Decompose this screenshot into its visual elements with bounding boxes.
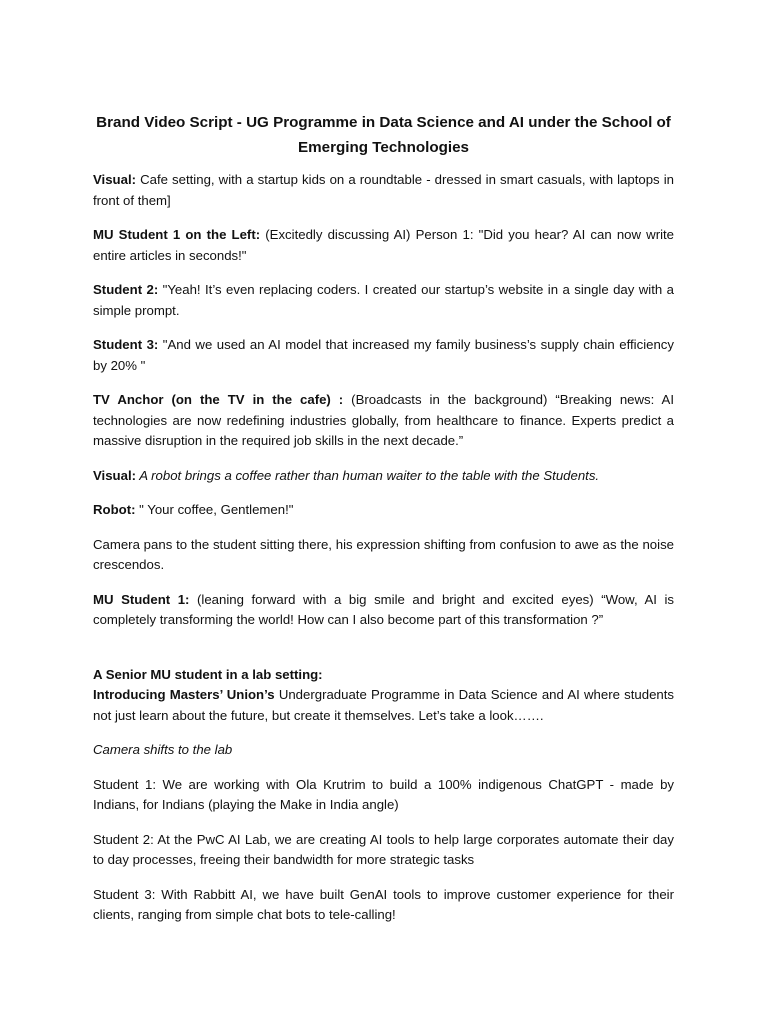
senior-heading-text: A Senior MU student in a lab setting:	[93, 666, 323, 682]
script-paragraph	[93, 225, 674, 266]
lab-student-paragraph: Student 2: At the PwC AI Lab, we are creating AI tools to help large corporates automate their day to day processes, freeing their bandwidth for more strategic tasks	[93, 831, 674, 867]
paragraph-text: (Excitedly discussing AI) Person 1: "Did you hear? AI can now write entire articles in seconds!"	[93, 227, 675, 263]
paragraph-text: " Your coffee, Gentlemen!"	[135, 502, 294, 517]
speaker-label: Student 3:	[93, 337, 159, 352]
speaker-label: Student 2:	[93, 282, 159, 297]
script-paragraph	[93, 280, 674, 321]
speaker-label: MU Student 1:	[93, 591, 190, 607]
document-page	[93, 110, 674, 940]
document-title: Brand Video Script - UG Programme in Data Science and AI under the School of Emerging Technologies	[96, 114, 671, 156]
paragraph-text: Cafe setting, with a startup kids on a roundtable - dressed in smart casuals, with laptops in front of them]	[93, 172, 674, 208]
paragraph-text: "Yeah! It’s even replacing coders. I created our startup’s website in a single day with a simple prompt.	[93, 282, 674, 318]
paragraph-italic-text: A robot brings a coffee rather than human waiter to the table with the Students.	[136, 467, 600, 483]
paragraph-text: "And we used an AI model that increased my family business’s supply chain efficiency by 20% "	[93, 337, 674, 373]
senior-heading	[93, 665, 674, 686]
intro-paragraph	[93, 685, 674, 726]
speaker-label: Visual:	[93, 467, 137, 483]
script-paragraph	[93, 466, 674, 487]
script-paragraph	[93, 535, 674, 576]
paragraph-text: (Broadcasts in the background) “Breaking news: AI technologies are now redefining industries globally, from healthcare to finance. Experts predict a massive disruption in the required job skills in the next decade.”	[93, 392, 674, 448]
script-paragraph	[93, 500, 674, 521]
script-paragraph	[93, 170, 674, 211]
camera-shift-note	[93, 740, 674, 761]
speaker-label: Robot:	[93, 502, 136, 517]
intro-text: Undergraduate Programme in Data Science and AI where students not just learn about the future, but create it themselves. Let’s take a look…….	[93, 687, 674, 723]
speaker-label: MU Student 1 on the Left:	[93, 227, 261, 242]
spacer	[93, 645, 674, 665]
script-paragraph	[93, 390, 674, 452]
lab-student-paragraph: Student 3: With Rabbitt AI, we have built GenAI tools to improve customer experience for their clients, ranging from simple chat bots to tele-calling!	[93, 886, 674, 922]
speaker-label: Visual:	[93, 172, 137, 187]
speaker-label: TV Anchor (on the TV in the cafe) :	[93, 392, 344, 407]
lab-student-paragraph: Student 1: We are working with Ola Krutrim to build a 100% indigenous ChatGPT - made by Indians, for Indians (playing the Make in India angle)	[93, 776, 674, 812]
intro-label: Introducing Masters’ Union’s	[93, 687, 275, 702]
script-paragraph	[93, 590, 674, 631]
camera-shift-text: Camera shifts to the lab	[93, 742, 233, 757]
paragraph-text: Camera pans to the student sitting there, his expression shifting from confusion to awe as the noise crescendos.	[93, 536, 674, 572]
paragraph-text: (leaning forward with a big smile and bright and excited eyes) “Wow, AI is completely transforming the world! How can I also become part of this transformation ?”	[93, 591, 674, 627]
script-paragraph	[93, 335, 674, 376]
